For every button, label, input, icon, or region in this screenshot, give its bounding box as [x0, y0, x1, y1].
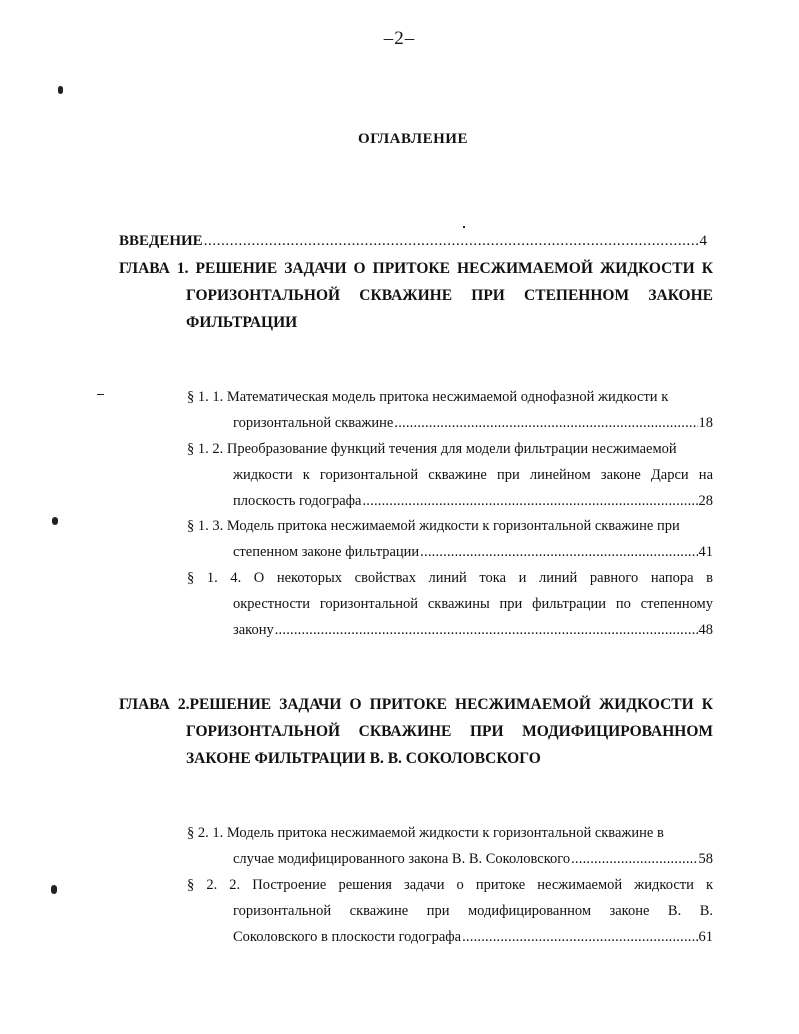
scan-speck: [463, 226, 465, 228]
chapter-2-heading: [119, 691, 713, 772]
section-2-2-title-end: Соколовского в плоскости годографа: [233, 929, 462, 945]
section-2-1-title-end: случае модифицированного закона В. В. Соколовского: [233, 851, 571, 867]
section-1-1-last-line: [187, 410, 713, 436]
section-1-4-last-line: [187, 617, 713, 643]
dot-leader: [204, 233, 699, 250]
section-1-2-line-1: § 1. 2. Преобразование функций течения для модели фильтрации несжимаемой: [187, 441, 677, 457]
section-1-2-line-2: жидкости к горизонтальной скважине при линейном законе Дарси на: [233, 467, 713, 483]
toc-entry-1-1: [187, 384, 713, 436]
dot-leader: [571, 846, 697, 872]
chapter-2-line-3: ЗАКОНЕ ФИЛЬТРАЦИИ В. В. СОКОЛОВСКОГО: [186, 750, 541, 767]
section-2-2-last-line: [187, 924, 713, 950]
section-2-1-line-1: § 2. 1. Модель притока несжимаемой жидкости к горизонтальной скважине в: [187, 825, 664, 841]
chapter-1-heading: [119, 255, 713, 336]
chapter-2-line-2: ГОРИЗОНТАЛЬНОЙ СКВАЖИНЕ ПРИ МОДИФИЦИРОВАННОМ: [186, 723, 713, 740]
introduction-label: ВВЕДЕНИЕ: [119, 233, 203, 249]
section-1-2-title-end: плоскость годографа: [233, 493, 362, 509]
dot-leader: [462, 924, 697, 950]
toc-entry-introduction: [119, 233, 707, 250]
chapter-1-line-1: ГЛАВА 1. РЕШЕНИЕ ЗАДАЧИ О ПРИТОКЕ НЕСЖИМАЕМОЙ ЖИДКОСТИ К: [119, 260, 713, 277]
toc-entry-1-2: [187, 436, 713, 514]
toc-entry-1-3: [187, 513, 713, 565]
toc-entry-2-1: [187, 820, 713, 872]
section-2-1-page: 58: [698, 851, 713, 867]
dot-leader: [394, 410, 697, 436]
section-2-2-line-1: § 2. 2. Построение решения задачи о притоке несжимаемой жидкости к: [187, 877, 713, 893]
section-1-4-title-end: закону: [233, 622, 274, 638]
scan-speck: [58, 86, 63, 94]
section-1-4-line-2: окрестности горизонтальной скважины при фильтрации по степенному: [233, 596, 713, 612]
section-1-4-line-1: § 1. 4. О некоторых свойствах линий тока и линий равного напора в: [187, 570, 713, 586]
section-2-2-line-2: горизонтальной скважине при модифицированном законе В. В.: [233, 903, 713, 919]
scan-speck: [52, 517, 58, 525]
toc-entry-2-2: [187, 872, 713, 950]
section-2-1-last-line: [187, 846, 713, 872]
section-2-2-page: 61: [698, 929, 713, 945]
section-1-2-last-line: [187, 488, 713, 514]
toc-entry-1-4: [187, 565, 713, 643]
chapter-1-line-2: ГОРИЗОНТАЛЬНОЙ СКВАЖИНЕ ПРИ СТЕПЕННОМ ЗАКОНЕ: [186, 287, 713, 304]
dot-leader: [420, 539, 697, 565]
section-1-3-title-end: степенном законе фильтрации: [233, 544, 420, 560]
section-1-3-line-1: § 1. 3. Модель притока несжимаемой жидкости к горизонтальной скважине при: [187, 518, 680, 534]
section-1-2-page: 28: [698, 493, 713, 509]
section-1-3-page: 41: [698, 544, 713, 560]
section-1-1-title-end: горизонтальной скважине: [233, 415, 394, 431]
toc-title: ОГЛАВЛЕНИЕ: [358, 131, 468, 147]
chapter-2-line-1: ГЛАВА 2.РЕШЕНИЕ ЗАДАЧИ О ПРИТОКЕ НЕСЖИМАЕМОЙ ЖИДКОСТИ К: [119, 696, 713, 713]
dot-leader: [275, 617, 698, 643]
section-1-4-page: 48: [698, 622, 713, 638]
section-1-3-last-line: [187, 539, 713, 565]
scan-speck: [51, 885, 57, 894]
scan-speck: [97, 394, 104, 395]
introduction-page: 4: [699, 233, 707, 249]
dot-leader: [362, 488, 697, 514]
page-number: –2–: [383, 28, 416, 49]
section-1-1-line-1: § 1. 1. Математическая модель притока несжимаемой однофазной жидкости к: [187, 389, 669, 405]
chapter-1-line-3: ФИЛЬТРАЦИИ: [186, 314, 298, 331]
section-1-1-page: 18: [698, 415, 713, 431]
